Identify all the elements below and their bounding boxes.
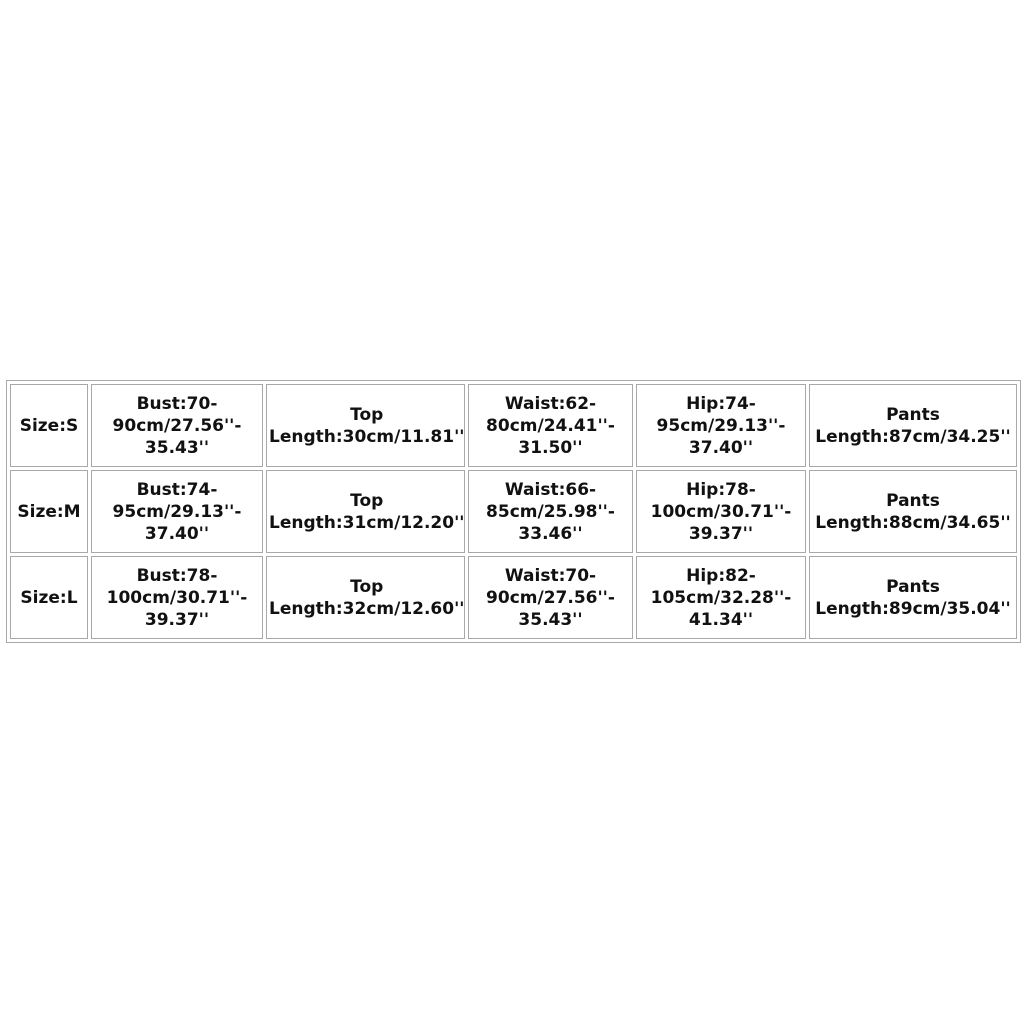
size-chart-table [6,380,1021,643]
top-length-cell [266,470,465,553]
hip-cell [636,556,806,639]
pants-length-value: Pants Length:87cm/34.25'' [815,404,1011,447]
waist-value: Waist:66- 85cm/25.98''- 33.46'' [486,479,615,544]
top-length-cell [266,556,465,639]
hip-value: Hip:82- 105cm/32.28''- 41.34'' [650,565,792,630]
bust-value: Bust:78- 100cm/30.71''- 39.37'' [106,565,248,630]
size-cell [10,470,88,553]
waist-value: Waist:62- 80cm/24.41''- 31.50'' [486,393,615,458]
table-row [10,384,1017,467]
top-length-value: Top Length:32cm/12.60'' [269,576,465,619]
bust-cell [91,470,263,553]
bust-cell [91,384,263,467]
table-row [10,556,1017,639]
waist-cell [468,470,633,553]
hip-value: Hip:78- 100cm/30.71''- 39.37'' [650,479,792,544]
size-label: Size:M [17,501,81,522]
top-length-value: Top Length:30cm/11.81'' [269,404,465,447]
top-length-cell [266,384,465,467]
waist-cell [468,384,633,467]
waist-cell [468,556,633,639]
size-cell [10,556,88,639]
top-length-value: Top Length:31cm/12.20'' [269,490,465,533]
waist-value: Waist:70- 90cm/27.56''- 35.43'' [486,565,615,630]
pants-length-value: Pants Length:89cm/35.04'' [815,576,1011,619]
bust-value: Bust:70- 90cm/27.56''- 35.43'' [112,393,242,458]
size-label: Size:L [20,587,78,608]
hip-cell [636,470,806,553]
pants-length-cell [809,556,1017,639]
pants-length-cell [809,384,1017,467]
size-label: Size:S [19,415,79,436]
bust-cell [91,556,263,639]
size-cell [10,384,88,467]
table-row [10,470,1017,553]
pants-length-value: Pants Length:88cm/34.65'' [815,490,1011,533]
pants-length-cell [809,470,1017,553]
bust-value: Bust:74- 95cm/29.13''- 37.40'' [112,479,242,544]
hip-value: Hip:74- 95cm/29.13''- 37.40'' [656,393,786,458]
hip-cell [636,384,806,467]
